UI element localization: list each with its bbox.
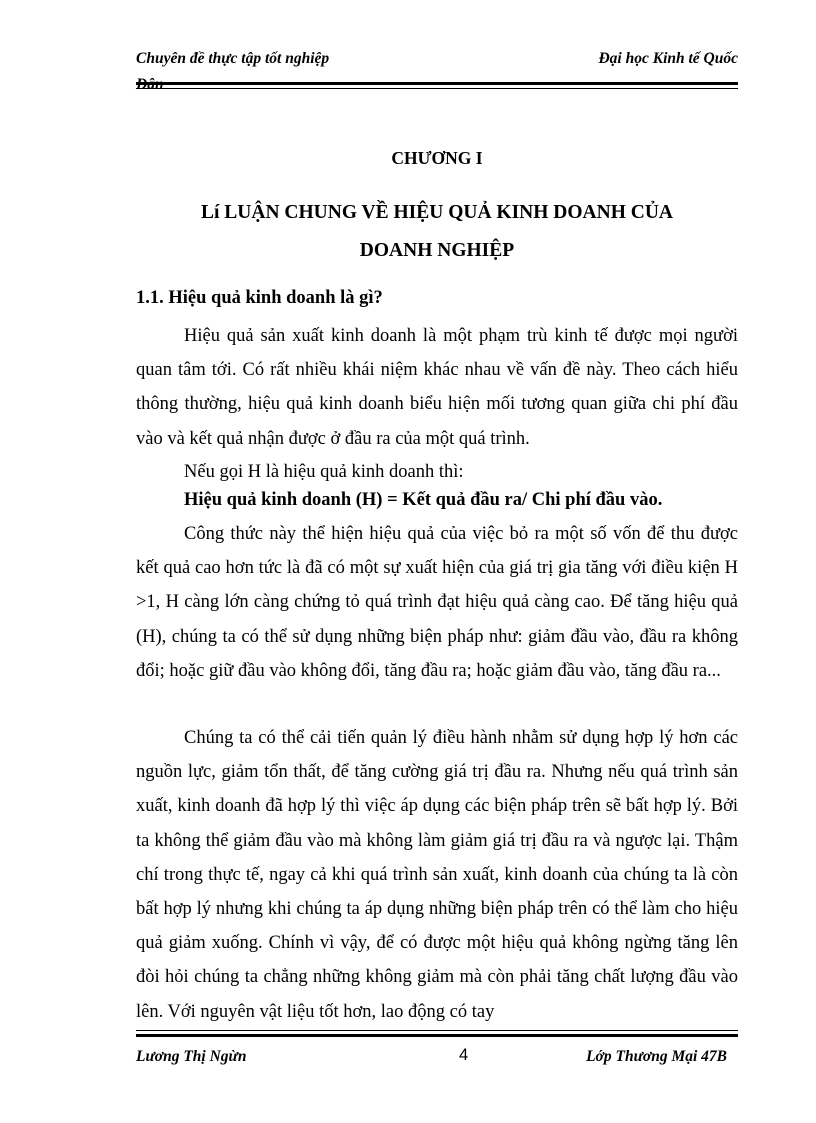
header-university-wrap xyxy=(136,76,164,94)
chapter-title-line2: DOANH NGHIỆP xyxy=(359,240,515,261)
header-thesis-title: Chuyên đề thực tập tốt nghiệp xyxy=(136,50,330,67)
footer-rule-thin xyxy=(136,1030,738,1031)
footer-author: Lương Thị Ngừn xyxy=(136,1048,247,1065)
section-heading: 1.1. Hiệu quả kinh doanh là gì? xyxy=(136,288,383,308)
header-university: Đại học Kinh tế Quốc xyxy=(598,50,738,67)
paragraph-1: Hiệu quả sản xuất kinh doanh là một phạm trù kinh tế được mọi người quan tâm tới. Có rất nhiều khái niệm khác nhau về vấn đề này. Theo cách hiểu thông thường, hiệu quả kinh doanh biểu hiện mối tương quan giữa chi phí đầu vào và kết quả nhận được ở đầu ra của một quá trình. xyxy=(136,326,738,449)
header-rule-thin xyxy=(136,88,738,89)
chapter-number: CHƯƠNG I xyxy=(391,148,483,168)
paragraph-4: Chúng ta có thể cải tiến quản lý điều hành nhằm sử dụng hợp lý hơn các nguồn lực, giảm tổn thất, để tăng cường giá trị đầu ra. Nhưng nếu quá trình sản xuất, kinh doanh đã hợp lý thì việc áp dụng các biện pháp trên sẽ bất hợp lý. Bởi ta không thể giảm đầu vào mà không làm giảm giá trị đầu ra và ngược lại. Thậm chí trong thực tế, ngay cả khi quá trình sản xuất, kinh doanh của chúng ta là còn bất hợp lý nhưng khi chúng ta áp dụng những biện pháp trên có thể làm cho hiệu quả giảm xuống. Chính vì vậy, để có được một hiệu quả không ngừng tăng lên đòi hỏi chúng ta chẳng những không giảm mà còn phải tăng chất lượng đầu vào lên. Với nguyên vật liệu tốt hơn, lao động có tay xyxy=(136,728,738,1022)
formula: Hiệu quả kinh doanh (H) = Kết quả đầu ra/ Chi phí đầu vào. xyxy=(184,490,663,510)
page-number: 4 xyxy=(459,1046,469,1064)
paragraph-3: Công thức này thể hiện hiệu quả của việc bỏ ra một số vốn để thu được kết quả cao hơn tức là đã có một sự xuất hiện của giá trị gia tăng với điều kiện H >1, H càng lớn càng chứng tỏ quá trình đạt hiệu quả càng cao. Để tăng hiệu quả (H), chúng ta có thể sử dụng những biện pháp như: giảm đầu vào, đầu ra không đổi; hoặc giữ đầu vào không đổi, tăng đầu ra; hoặc giảm đầu vào, tăng đầu ra... xyxy=(136,524,738,681)
chapter-title xyxy=(136,194,738,270)
header-rule-thick xyxy=(136,82,738,85)
chapter-title-line1: Lí LUẬN CHUNG VỀ HIỆU QUẢ KINH DOANH CỦA xyxy=(200,202,673,223)
paragraph-2: Nếu gọi H là hiệu quả kinh doanh thì: xyxy=(184,462,464,482)
footer-rule-thick xyxy=(136,1034,738,1037)
footer-class: Lớp Thương Mại 47B xyxy=(586,1048,727,1065)
